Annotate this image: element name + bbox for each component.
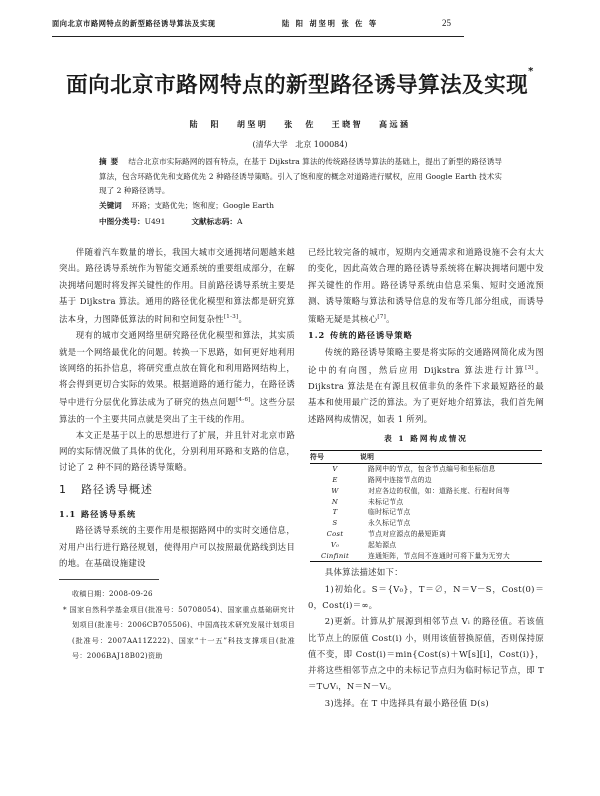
keywords: [99, 200, 274, 211]
abstract-text: 结合北京市实际路网的固有特点，在基于 Dijkstra 算法的传统路径诱导算法的基础上，提出了新型的路径诱导算法，包含环路优先和支路优先 2 种路径诱导策略。引入了饱和度的概念对道路进行赋权，应用 Google Earth 技术实现了 2 种路径诱导。: [99, 157, 503, 195]
abstract-label: 摘要: [99, 157, 123, 166]
table-row: N 未标记节点: [331, 497, 404, 506]
running-head-authors: 陆 阳 胡坚明 张 佐 等: [282, 19, 379, 28]
table-row: T 临时标记节点: [332, 508, 411, 517]
citation: [7]: [377, 314, 387, 321]
section-heading-1-1: 1.1 路径诱导系统: [59, 509, 137, 520]
algorithm-step-3: 3)选择。在 T 中选择具有最小路径值 D(s): [324, 697, 489, 708]
footnotes: [59, 586, 295, 664]
keywords-text: 环路；支路优先；饱和度；Google Earth: [131, 201, 274, 210]
paragraph: 已经比较完备的城市，短期内交通需求和道路设施不会有太大的变化，因此高效合理的路径诱导系统将在解决拥堵问题中发挥关键性的作用。路径诱导系统由信息采集、短时交通流预测、诱导策略与算法和诱导信息的发布等几部分组成，而诱导策略无疑是其核心[7]。: [308, 247, 544, 324]
section-heading-1-2: 1.2 传统的路径诱导策略: [308, 330, 413, 341]
paragraph: 本文正是基于以上的思想进行了扩展，并且针对北京市路网的实际情况做了具体的优化，分别利用环路和支路的信息，讨论了 2 种不同的路径诱导策略。: [59, 429, 295, 473]
citation: [1-3]: [223, 314, 239, 321]
citation: [3]: [525, 364, 534, 371]
paragraph: 现有的城市交通网络里研究路径优化模型和算法，其实质就是一个网络最优化的问题。转换一下思路，如何更好地利用该网络的拓扑信息，将研究重点放在简化和利用路网结构上，将会得到更切合实际的效果。根据道路的通行能力，在路径诱导中进行分层优化算法成为了研究的热点问题[4-6]。这些分层算法的一个主要共同点就是突出了主干线的作用。: [59, 330, 296, 424]
title-footnote-mark: *: [528, 66, 534, 77]
header-rule: [52, 36, 464, 37]
algorithm-step-1: 1)初始化。S＝{V₀}，T＝∅，N＝V－S，Cost(0)＝0，Cost(i)＝∞。: [308, 583, 544, 610]
paragraph: 伴随着汽车数量的增长，我国大城市交通拥堵问题越来越突出。路径诱导系统作为智能交通系统的重要组成部分，在解决拥堵问题时将发挥关键性的作用。目前路径诱导系统主要是基于 Dijkstra 算法。通用的路径优化模型和算法都是研究算法本身，力图降低算法的时间和空间复杂性[1-3]。: [59, 247, 295, 324]
paper-title: 面向北京市路网特点的新型路径诱导算法及实现*: [66, 66, 534, 98]
abstract: [99, 155, 502, 199]
running-head-title: 面向北京市路网特点的新型路径诱导算法及实现: [52, 19, 216, 28]
table-row: S 永久标记节点: [332, 519, 411, 528]
table-caption: 表 1 路网构成情况: [384, 433, 468, 443]
algorithm-step-2: 2)更新。计算从扩展源到相邻节点 Vᵢ 的路径值。若该值比节点上的原值 Cost(i) 小，则用该值替换原值，否则保持原值不变，即 Cost(i)＝min{Cost(s)＋W[s][i]，Cost(i)}，并将这些相邻节点之中的未标记节点归为临时标记节点，即 T＝T∪Vᵢ，N＝N－Vᵢ。: [308, 616, 544, 692]
section-heading-1: 1 路径诱导概述: [59, 482, 153, 496]
right-column: [308, 244, 544, 711]
table-row: V₀ 起始源点: [330, 540, 397, 549]
paragraph: 具体算法描述如下：: [324, 567, 403, 578]
table-row: V 路网中的节点，包含节点编号和坐标信息: [332, 465, 496, 474]
paragraph: 路径诱导系统的主要作用是根据路网中的实时交通信息，对用户出行进行路径规划，使得用户可以按照最优路线到达目的地。在基础设施建设: [59, 525, 295, 568]
citation: [4-6]: [236, 397, 251, 404]
column-header: 符号: [310, 453, 325, 462]
author-list: 陆 阳 胡坚明 张 佐 王晓智 高远涵: [189, 119, 411, 129]
table-row: Cost 节点对应源点的最短距离: [326, 529, 447, 538]
road-network-table: [310, 450, 542, 562]
classification: 中图分类号：U491 文献标志码：A: [99, 217, 243, 226]
received-date: 收稿日期：2008-09-26: [72, 589, 153, 599]
table-row: Cinfinit 连通矩阵，节点间不连通时可将下量为无穷大: [310, 551, 542, 562]
column-header: 说明: [360, 453, 375, 462]
table-header-row: [310, 451, 542, 464]
paragraph: 传统的路径诱导策略主要是将实际的交通路网简化成为图论中的有向图，然后应用 Dijkstra 算法进行计算[3]。Dijkstra 算法是在有源且权值非负的条件下求最短路径的最基本和使用最广泛的算法。为了更好地介绍算法，我们首先阐述路网构成情况，如表 1 所列。: [308, 346, 544, 424]
table-row: E 路网中连接节点的边: [332, 475, 432, 484]
affiliation: (清华大学 北京 100084): [252, 140, 348, 149]
keywords-label: 关键词: [99, 201, 122, 210]
table-row: W 对应各边的权值，如：道路长度、行程时间等: [331, 486, 510, 495]
page-number: 25: [442, 18, 451, 28]
funding-note: * 国家自然科学基金项目(批准号：50708054)、国家重点基础研究计划项目(批准号：2006CB705506)、中国高技术研究发展计划项目(批准号：2007AA11Z222)、国家“十一五”科技支撑项目(批准号：2006BAJ18B02)资助: [63, 604, 295, 661]
left-column: [59, 244, 295, 664]
footnote-rule: [59, 579, 159, 580]
